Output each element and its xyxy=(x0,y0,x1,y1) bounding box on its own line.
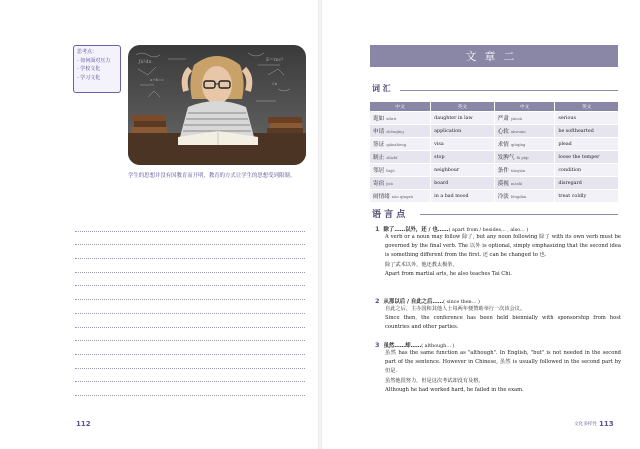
vocab-cn-cell xyxy=(370,177,431,190)
vocab-heading-rule xyxy=(400,90,618,91)
grammar-point-pattern: ( although… ) xyxy=(421,344,455,349)
vocab-col-header: 英文 xyxy=(431,102,495,112)
vocab-cn-cell xyxy=(494,177,555,190)
vocab-row xyxy=(370,151,619,164)
vocab-cn-cell xyxy=(494,112,555,125)
svg-text:∫x²dx: ∫x²dx xyxy=(138,59,152,65)
vocab-cn-cell xyxy=(370,138,431,151)
vocab-pinyin: yánsù xyxy=(510,116,523,121)
vocab-en-cell: treat coldly xyxy=(555,190,619,203)
think-box-item: - 如何面对压力 xyxy=(77,57,111,64)
grammar-example-cn: 自此之后，主办国和其他人士每两年便赞助举行一次该会议。 xyxy=(385,306,526,312)
grammar-example-cn: 除了武术以外，他还教太极拳。 xyxy=(385,261,458,268)
vocab-header-row xyxy=(370,102,619,112)
vocab-en-cell: be softhearted xyxy=(555,125,619,138)
stressed-student-illustration xyxy=(128,45,306,165)
vocab-word: 条件 xyxy=(497,168,509,174)
vocab-word: 闹情绪 xyxy=(373,194,390,200)
right-page xyxy=(320,0,640,449)
vocab-word: 发脾气 xyxy=(497,155,515,161)
think-box-item: - 学校文化 xyxy=(77,66,101,72)
grammar-heading-rule xyxy=(420,214,618,215)
vocab-en-cell: in a bad mood xyxy=(431,190,495,203)
vocab-word: 冷淡 xyxy=(497,194,509,200)
chapter-title-bar xyxy=(370,45,618,67)
grammar-example-cn: 虽然他很努力，但是这次考试却没有及格。 xyxy=(385,377,484,384)
student-photo xyxy=(128,45,306,165)
vocab-pinyin: qiānzhèng xyxy=(386,142,407,147)
grammar-point-title: 虽然……却…… xyxy=(383,343,422,349)
photo-caption: 学生的思想并没有因教育而开明，教育的方式让学生的思想受到限制。 xyxy=(128,173,296,179)
vocab-pinyin: qiúqíng xyxy=(510,142,526,147)
vocab-pinyin: shēnqǐng xyxy=(386,129,404,134)
writing-lines xyxy=(75,218,305,396)
vocab-word: 心软 xyxy=(497,129,509,135)
grammar-example-en: Since then, the conference has been held biennially with sponsorship from host countries and other parties. xyxy=(385,315,621,331)
vocab-pinyin: lěngdàn xyxy=(510,194,527,199)
vocab-word: 制止 xyxy=(373,155,385,161)
vocab-pinyin: tiáojiàn xyxy=(510,168,526,173)
vocab-table xyxy=(369,101,619,203)
chapter-title: 文章二 xyxy=(465,50,523,63)
grammar-point xyxy=(375,297,621,333)
vocab-cn-cell xyxy=(370,125,431,138)
footer-label: 文化多样性 xyxy=(574,422,597,427)
vocab-col-header: 中文 xyxy=(370,102,431,112)
vocab-en-cell: application xyxy=(431,125,495,138)
writing-line[interactable] xyxy=(75,232,305,246)
grammar-explanation: A verb or a noun may follow 除了, but any noun following 除了 with its own verb must be governed by the final verb. The 以外 is optional, simply emphasizing that the second idea is something different from the first. 还 can be changed to 也. xyxy=(385,234,621,259)
vocab-row xyxy=(370,112,619,125)
vocab-pinyin: mòshì xyxy=(510,181,523,186)
grammar-point-header xyxy=(375,225,621,233)
vocab-word: 诡如 xyxy=(373,116,385,122)
vocab-pinyin: línjū xyxy=(386,168,395,173)
vocab-word: 漠视 xyxy=(497,181,509,187)
vocab-en-cell: condition xyxy=(555,164,619,177)
grammar-point-header xyxy=(375,297,621,305)
vocab-en-cell: stop xyxy=(431,151,495,164)
vocab-col-header: 英文 xyxy=(555,102,619,112)
vocab-word: 严肃 xyxy=(497,116,509,122)
vocab-pinyin: jìsù xyxy=(386,181,393,186)
svg-text:√π: √π xyxy=(272,81,278,86)
vocab-row xyxy=(370,177,619,190)
writing-line[interactable] xyxy=(75,286,305,300)
vocab-pinyin: nào qíngxù xyxy=(391,194,414,199)
page-number-left: 112 xyxy=(76,420,91,428)
grammar-example-en: Apart from martial arts, he also teaches Tai Chi. xyxy=(385,270,512,277)
vocab-pinyin: fā píqi xyxy=(516,155,529,160)
vocab-en-cell: disregard xyxy=(555,177,619,190)
vocab-heading: 词 汇 xyxy=(372,84,391,93)
vocab-cn-cell xyxy=(494,164,555,177)
svg-text:a+b=c: a+b=c xyxy=(150,77,164,82)
grammar-point-title: 从那以后 / 自此之后…… xyxy=(383,299,444,305)
grammar-point-number: 3 xyxy=(375,341,380,349)
vocab-row xyxy=(370,138,619,151)
vocab-cn-cell xyxy=(370,190,431,203)
writing-line[interactable] xyxy=(75,300,305,314)
grammar-point-pattern: ( apart from / besides… , also… ) xyxy=(448,228,529,233)
vocab-en-cell: serious xyxy=(555,112,619,125)
think-box-item: - 学习文化 xyxy=(77,74,101,81)
think-points-box xyxy=(73,45,121,93)
grammar-point-number: 1 xyxy=(375,225,380,233)
writing-line[interactable] xyxy=(75,273,305,287)
writing-line[interactable] xyxy=(75,218,305,232)
vocab-row xyxy=(370,164,619,177)
writing-line[interactable] xyxy=(75,245,305,259)
grammar-explanation: 虽然 has the same function as "although". In English, "but" is not needed in the second part of the sentence. However in Chinese, 虽然 is usually followed in the second part by 但是. xyxy=(385,350,621,375)
vocab-pinyin: zhìzhǐ xyxy=(386,155,398,160)
page-number-right: 113 xyxy=(599,420,614,428)
writing-line[interactable] xyxy=(75,314,305,328)
vocab-row xyxy=(370,190,619,203)
grammar-point-number: 2 xyxy=(375,297,380,305)
vocab-pinyin: xīnruǎn xyxy=(510,129,526,134)
vocab-col-header: 中文 xyxy=(494,102,555,112)
vocab-pinyin: xiǔrú xyxy=(386,116,397,121)
grammar-point-header xyxy=(375,341,621,349)
vocab-en-cell: loose the temper xyxy=(555,151,619,164)
vocab-cn-cell xyxy=(494,151,555,164)
vocab-cn-cell xyxy=(494,138,555,151)
grammar-point-pattern: ( since then… ) xyxy=(443,300,480,305)
grammar-example-en: Although he had worked hard, he failed in the exam. xyxy=(385,386,524,393)
writing-line[interactable] xyxy=(75,341,305,355)
grammar-point xyxy=(375,341,621,395)
grammar-point xyxy=(375,225,621,279)
writing-line[interactable] xyxy=(75,382,305,396)
svg-text:E=mc²: E=mc² xyxy=(266,57,284,63)
writing-line[interactable] xyxy=(75,259,305,273)
grammar-point-title: 除了……以外，还 / 也…… xyxy=(383,227,449,233)
vocab-word: 申请 xyxy=(373,129,385,135)
vocab-row xyxy=(370,125,619,138)
vocab-cn-cell xyxy=(494,190,555,203)
writing-line[interactable] xyxy=(75,369,305,383)
vocab-cn-cell xyxy=(494,125,555,138)
think-box-title: 思考点： xyxy=(77,49,98,55)
vocab-cn-cell xyxy=(370,164,431,177)
grammar-heading: 语 言 点 xyxy=(372,210,406,220)
vocab-cn-cell xyxy=(370,151,431,164)
writing-line[interactable] xyxy=(75,328,305,342)
vocab-en-cell: daughter in law xyxy=(431,112,495,125)
vocab-word: 求情 xyxy=(497,142,509,148)
vocab-word: 签证 xyxy=(373,142,385,148)
writing-line[interactable] xyxy=(75,355,305,369)
vocab-en-cell: neighbour xyxy=(431,164,495,177)
vocab-en-cell: plead xyxy=(555,138,619,151)
vocab-en-cell: visa xyxy=(431,138,495,151)
vocab-word: 寄宿 xyxy=(373,181,385,187)
vocab-word: 邻居 xyxy=(373,168,385,174)
vocab-en-cell: board xyxy=(431,177,495,190)
vocab-cn-cell xyxy=(370,112,431,125)
